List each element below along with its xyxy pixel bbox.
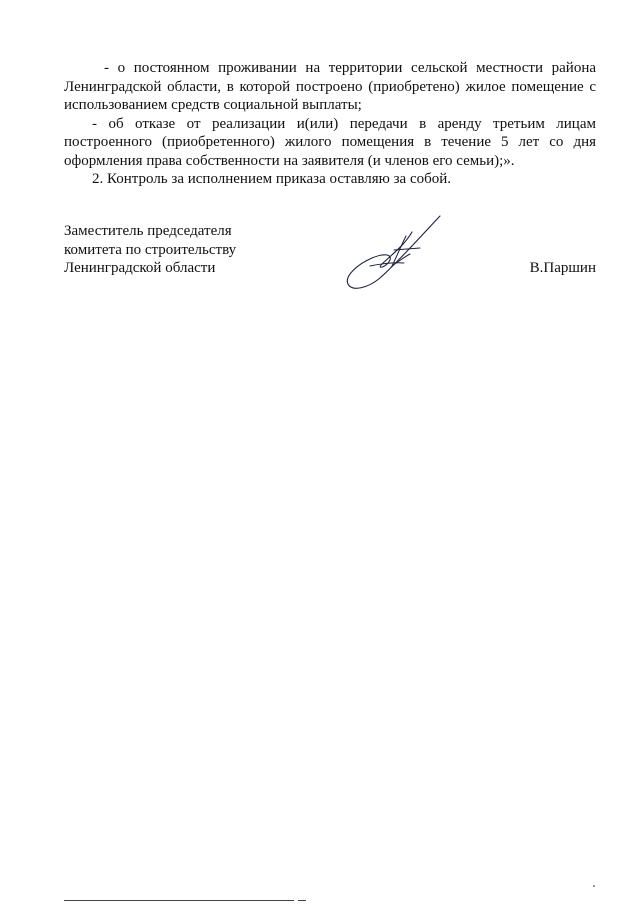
- footer-dash: [298, 900, 306, 901]
- signer-position: [64, 222, 324, 278]
- scan-speck: [593, 885, 595, 887]
- footer-rule: [64, 900, 294, 901]
- clause-control: 2. Контроль за исполнением приказа оставляю за собой.: [92, 171, 452, 187]
- signer-position-line-3: Ленинградской области: [64, 260, 216, 276]
- clause-residence: - о постоянном проживании на территории сельской местности района Ленинградской области, в которой построено (приобретено) жилое помещение с использованием средств социальной выплаты;: [64, 60, 596, 113]
- signer-position-line-2: комитета по строительству: [64, 241, 237, 258]
- signer-position-line-1: Заместитель председателя: [64, 223, 232, 239]
- document-body: [64, 59, 596, 189]
- clause-no-rent: - об отказе от реализации и(или) передачи в аренду третьим лицам построенного (приобретенного) жилого помещения в течение 5 лет со дня оформления права собственности на заявителя (и членов его семьи);».: [64, 115, 596, 169]
- handwritten-signature: [340, 210, 450, 295]
- signature-block: [64, 222, 596, 292]
- signer-name: В.Паршин: [529, 260, 596, 276]
